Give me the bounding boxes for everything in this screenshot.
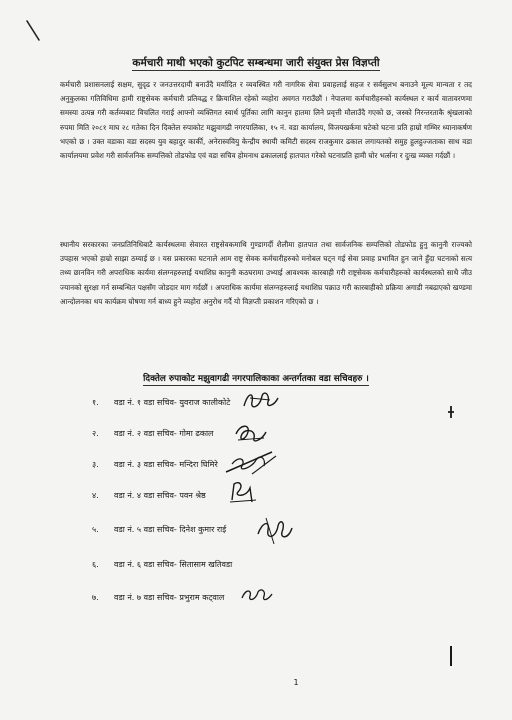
signatory-row-1: १. वडा नं. १ वडा सचिव- युवराज कालीकोटे bbox=[92, 398, 231, 407]
margin-mark bbox=[446, 644, 456, 668]
pen-stroke-mark bbox=[24, 18, 44, 44]
signatory-row-5: ५. वडा नं. ५ वडा सचिव- दिनेश कुमार राई bbox=[92, 525, 227, 534]
document-title: कर्मचारी माथी भएको कुटपिट सम्बन्धमा जारी संयुक्त प्रेस विज्ञप्ती bbox=[132, 57, 380, 69]
signatory-row-4: ४. वडा नं. ४ वडा सचिव- पवन श्रेष्ठ bbox=[92, 491, 206, 500]
signatory-row-6: ६. वडा नं. ६ वडा सचिव- सितासाम खतिवडा bbox=[92, 560, 233, 569]
signature-3 bbox=[222, 446, 280, 478]
page-number: 1 bbox=[293, 678, 299, 687]
signatories-heading: दिक्तेल रुपाकोट मझुवागढी नगरपालिकाका अन्तर्गतका वडा सचिवहरु । bbox=[143, 374, 369, 384]
signatory-row-3: ३. वडा नं. ३ वडा सचिव- मन्दिरा घिमिरे bbox=[92, 460, 218, 469]
signature-7 bbox=[238, 584, 274, 606]
signature-2 bbox=[230, 420, 270, 446]
margin-mark bbox=[446, 404, 456, 420]
paragraph-2: स्थानीय सरकारका जनप्रतिनिधिबाटै कार्यस्थलमा सेवारत राष्ट्रसेवकमाथि गुण्डागर्दी शैलीमा हातपात तथा सार्वजनिक सम्पत्तिको तोडफोड हुनु कानुनी राज्यको उपहास भएको हाम्रो साझा ठम्याई छ । यस प्रकारका घटनाले आम राष्ट्र सेवक कर्मचारीहरुको मनोबल घट्न गई सेवा प्रवाह प्रभावित हुन जाने हुँदा घटनाको सत्य तथ्य छानविन गरी अपराधिक कार्यमा संलग्नहरुलाई यथाशिघ्र कानुनी कठघरामा उभ्याई आवश्यक कारबाही गरी राष्ट्रसेवक कर्मचारीहरुको कार्यस्थलको साथै जीउ ज्यानको सुरक्षा गर्न सम्बन्धित पक्षसँग जोडदार माग गर्दछौं । अपराधिक कार्यमा संलग्नहरुलाई यथाशिघ्र पक्राउ गरी कारबाहीको प्रक्रिया अगाडी नबढाएको खण्डमा आन्दोलनका थप कार्यक्रम घोषणा गर्न बाध्य हुने व्यहोरा अनुरोध गर्दै यो विज्ञप्ती प्रकाशन गरिएको छ । bbox=[60, 240, 472, 306]
signature-5 bbox=[252, 514, 298, 548]
signature-1 bbox=[240, 388, 282, 414]
signatory-row-2: २. वडा नं. २ वडा सचिव- गोमा ढकाल bbox=[92, 429, 214, 438]
signatory-row-7: ७. वडा नं. ७ वडा सचिव- प्रभुराम कट्वाल bbox=[92, 593, 225, 602]
signature-4 bbox=[226, 478, 262, 506]
paragraph-1: कर्मचारी प्रशासनलाई सक्षम, सुदृढ र जनउत्तरदायी बनाउँदै मर्यादित र व्यवस्थित गरी नागरिक सेवा प्रवाहलाई सहज र सर्वसुलभ बनाउने मूल्य मान्यता र तद अनुकुलका गतिविधिमा हामी राष्ट्रसेवक कर्मचारी प्रतिवद्ध र क्रियाशिल रहेको व्यहोरा अवगत गराउँछौं । नेपालमा कर्मचारीहरुको कार्यस्थल र कार्य वातावरणमा समस्या उत्पन्न गरी कर्तव्यबाट विचलित गराई आफ्नो व्यक्तिगत स्वार्थ पूर्तिका लागि कानुन हातमा लिने प्रवृत्ती मौलाउँदै गएको छ, जस्को निरन्तरताकै श्रृंखलाको रुपमा मिति २०८१ माघ २८ गतेका दिन दिक्तेल रुपाकोट मझुवागढी नगरपालिका, १५ नं. वडा कार्यालय, विजयखर्कमा घटेको घटना प्रति हाम्रो गम्भिर ध्यानाकर्षण भएको छ । उक्त वडाका वडा सदस्य युव बहादुर कार्की, अनेरास्ववियु केन्द्रीय स्थायी कमिटी सदस्य राजकुमार ढकाल लगायतको समुह हुलहुज्जताका साथ वडा कार्यालयमा प्रवेश गरी सार्वजनिक सम्पत्तिको तोडफोड एवं वडा सचिव होमनाथ ढकाललाई हातपात गरेको घटनाप्रति हामी घोर भर्त्सना र दुःख व्यक्त गर्दछौं । bbox=[60, 80, 472, 161]
